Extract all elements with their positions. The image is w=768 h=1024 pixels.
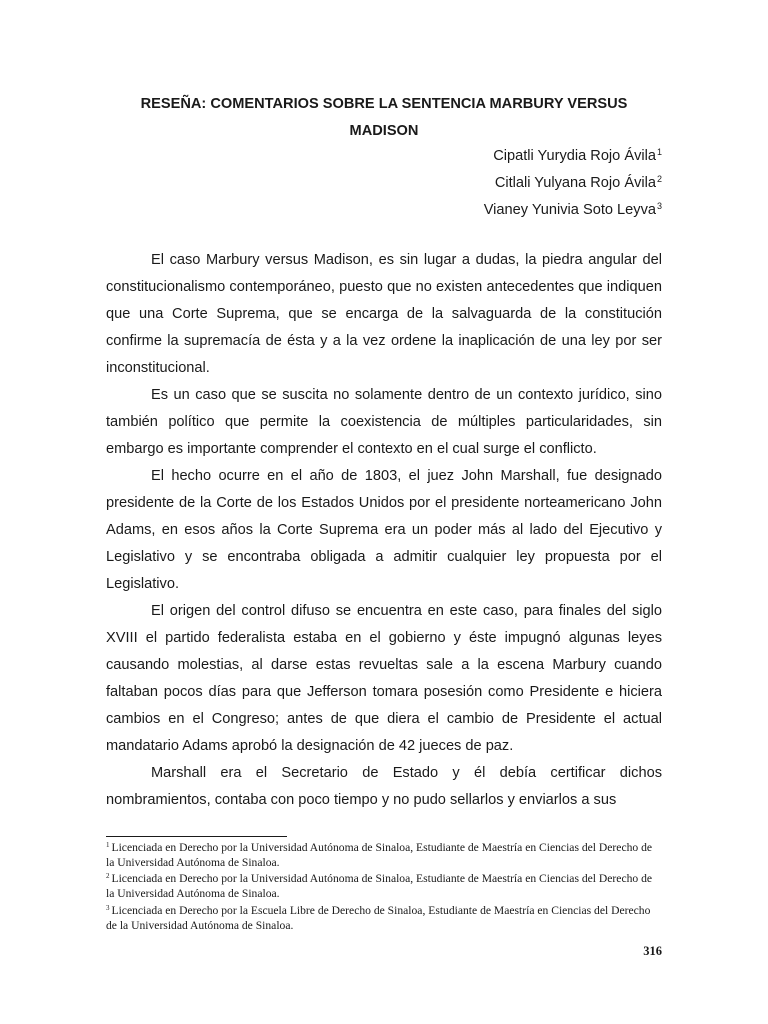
page-number: 316 <box>643 944 662 958</box>
author-name: Cipatli Yurydia Rojo Ávila <box>493 148 656 164</box>
author-list <box>484 143 662 224</box>
paragraph: Es un caso que se suscita no solamente dentro de un contexto jurídico, sino también político que permite la coexistencia de múltiples particularidades, sin embargo es importante comprender el contexto en el cual surge el conflicto. <box>106 387 662 457</box>
footnote-number: 2 <box>106 872 110 881</box>
body-text <box>106 247 662 814</box>
author-line <box>484 170 662 197</box>
footnote-text: Licenciada en Derecho por la Universidad Autónoma de Sinaloa, Estudiante de Maestría en Ciencias del Derecho de la Universidad Autónoma de Sinaloa. <box>106 872 653 901</box>
author-name: Vianey Yunivia Soto Leyva <box>483 202 656 218</box>
paragraph: Marshall era el Secretario de Estado y él debía certificar dichos nombramientos, contaba con poco tiempo y no pudo sellarlos y enviarlos a sus <box>106 765 662 808</box>
author-name: Citlali Yulyana Rojo Ávila <box>494 175 656 191</box>
author-line <box>484 143 662 170</box>
footnote-separator <box>106 836 287 837</box>
paragraph: El hecho ocurre en el año de 1803, el juez John Marshall, fue designado presidente de la Corte de los Estados Unidos por el presidente norteamericano John Adams, en esos años la Corte Suprema era un poder más al lado del Ejecutivo y Legislativo y se encontraba obligada a admitir cualquier ley propuesta por el Legislativo. <box>106 468 662 592</box>
footnote <box>106 841 662 870</box>
footnote <box>106 904 662 933</box>
footnote-number: 1 <box>106 841 110 849</box>
paragraph: El origen del control difuso se encuentra en este caso, para finales del siglo XVIII el partido federalista estaba en el gobierno y éste impugnó algunas leyes causando molestias, al darse estas revueltas sale a la escena Marbury cuando faltaban pocos días para que Jefferson tomara posesión como Presidente e hiciera cambios en el Congreso; antes de que diera el cambio de Presidente el actual mandatario Adams aprobó la designación de 42 jueces de paz. <box>106 603 662 754</box>
document-title: RESEÑA: COMENTARIOS SOBRE LA SENTENCIA MARBURY VERSUS MADISON <box>140 96 628 139</box>
author-line <box>484 197 662 224</box>
footnote-number: 3 <box>106 903 110 912</box>
footnote-ref: 2 <box>656 174 662 184</box>
footnote-ref: 3 <box>656 201 662 211</box>
footnote-text: Licenciada en Derecho por la Escuela Libre de Derecho de Sinaloa, Estudiante de Maestría en Ciencias del Derecho de la Universidad Autónoma de Sinaloa. <box>106 903 651 932</box>
footnote <box>106 872 662 901</box>
footnote-ref: 1 <box>656 147 662 157</box>
footnote-text: Licenciada en Derecho por la Universidad Autónoma de Sinaloa, Estudiante de Maestría en Ciencias del Derecho de la Universidad Autónoma de Sinaloa. <box>106 841 653 869</box>
footnotes <box>106 841 662 935</box>
paragraph: El caso Marbury versus Madison, es sin lugar a dudas, la piedra angular del constitucionalismo contemporáneo, puesto que no existen antecedentes que indiquen que una Corte Suprema, que se encarga de la salvaguarda de la constitución confirme la supremacía de ésta y a la vez ordene la inaplicación de una ley por ser inconstitucional. <box>106 252 662 376</box>
